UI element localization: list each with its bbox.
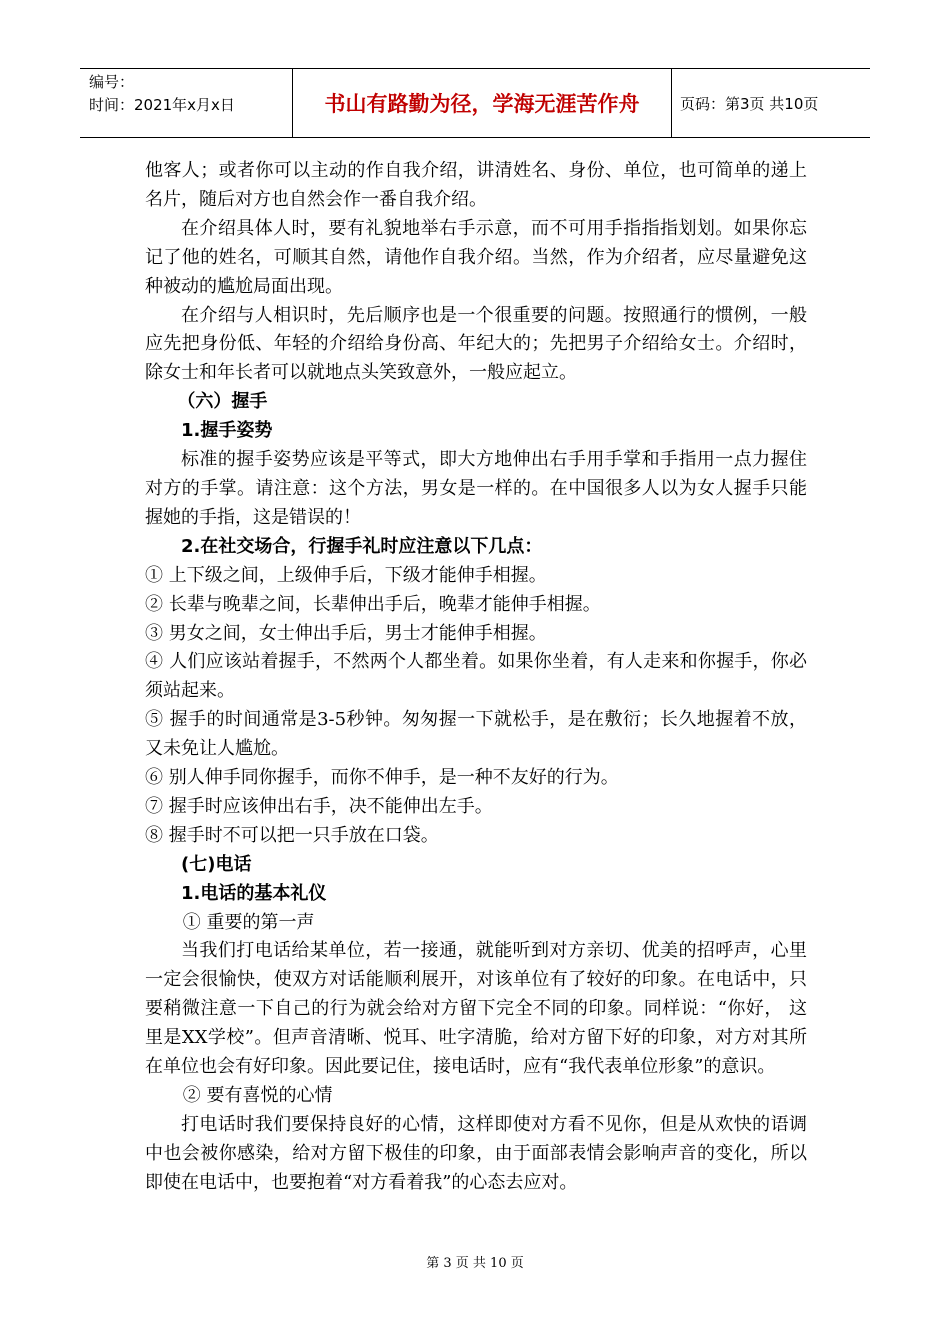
list-item: ⑧ 握手时不可以把一只手放在口袋。 — [145, 824, 439, 846]
subsection-heading: 2.在社交场合，行握手礼时应注意以下几点： — [181, 535, 543, 557]
paragraph: 标准的握手姿势应该是平等式，即大方地伸出右手用手掌和手指用一点力握住对方的手掌。请注意：这个方法，男女是一样的。在中国很多人以为女人握手只能握她的手指，这是错误的！ — [145, 449, 807, 528]
subsection-heading: 1.电话的基本礼仪 — [181, 882, 327, 904]
point-heading: ① 重要的第一声 — [182, 911, 315, 933]
header-motto: 书山有路勤为径，学海无涯苦作舟 — [293, 69, 672, 137]
page-footer: 第 3 页 共 10 页 — [426, 1256, 524, 1271]
list-item: ② 长辈与晚辈之间，长辈伸出手后，晚辈才能伸手相握。 — [145, 593, 601, 615]
section-heading: （六）握手 — [177, 391, 268, 413]
list-item: ⑦ 握手时应该伸出右手，决不能伸出左手。 — [145, 795, 493, 817]
list-item: ④ 人们应该站着握手，不然两个人都坐着。如果你坐着，有人走来和你握手，你必须站起来。 — [145, 651, 807, 702]
date-label: 时间：2021年x月x日 — [89, 96, 235, 114]
subsection-heading: 1.握手姿势 — [181, 420, 273, 442]
header-page-label: 页码：第3页 共10页 — [680, 94, 819, 113]
list-item: ⑥ 别人伸手同你握手，而你不伸手，是一种不友好的行为。 — [145, 767, 619, 789]
paragraph: 在介绍具体人时，要有礼貌地举右手示意，而不可用手指指指划划。如果你忘记了他的姓名，可顺其自然，请他作自我介绍。当然，作为介绍者，应尽量避免这种被动的尴尬局面出现。 — [145, 217, 807, 297]
section-heading: (七)电话 — [181, 853, 252, 875]
paragraph: 他客人；或者你可以主动的作自我介绍，讲清姓名、身份、单位，也可简单的递上名片，随后对方也自然会作一番自我介绍。 — [145, 160, 807, 210]
paragraph: 打电话时我们要保持良好的心情，这样即使对方看不见你，但是从欢快的语调中也会被你感染，给对方留下极佳的印象，由于面部表情会影响声音的变化，所以即使在电话中，也要抱着“对方看着我”的心态去应对。 — [145, 1113, 807, 1193]
list-item: ③ 男女之间，女士伸出手后，男士才能伸手相握。 — [145, 622, 547, 644]
document-body — [145, 157, 807, 1198]
paragraph: 在介绍与人相识时，先后顺序也是一个很重要的问题。按照通行的惯例，一般应先把身份低、年轻的介绍给身份高、年纪大的；先把男子介绍给女士。介绍时，除女士和年长者可以就地点头笑致意外，一般应起立。 — [145, 304, 807, 384]
code-label: 编号： — [89, 73, 135, 91]
list-item: ⑤ 握手的时间通常是3-5秒钟。匆匆握一下就松手，是在敷衍；长久地握着不放，又未免让人尴尬。 — [145, 709, 807, 760]
point-heading: ② 要有喜悦的心情 — [182, 1085, 333, 1106]
list-item: ① 上下级之间，上级伸手后，下级才能伸手相握。 — [145, 564, 547, 586]
page-header — [80, 68, 870, 138]
header-meta — [80, 69, 293, 137]
paragraph: 当我们打电话给某单位，若一接通，就能听到对方亲切、优美的招呼声，心里一定会很愉快，使双方对话能顺利展开，对该单位有了较好的印象。在电话中，只要稍微注意一下自己的行为就会给对方留下完全不同的印象。同样说：“你好， 这里是XX学校”。但声音清晰、悦耳、吐字清脆，给对方留下好的印象，对方对其所在单位也会有好印象。因此要记住，接电话时，应有“我代表单位形象”的意识。 — [145, 940, 807, 1078]
